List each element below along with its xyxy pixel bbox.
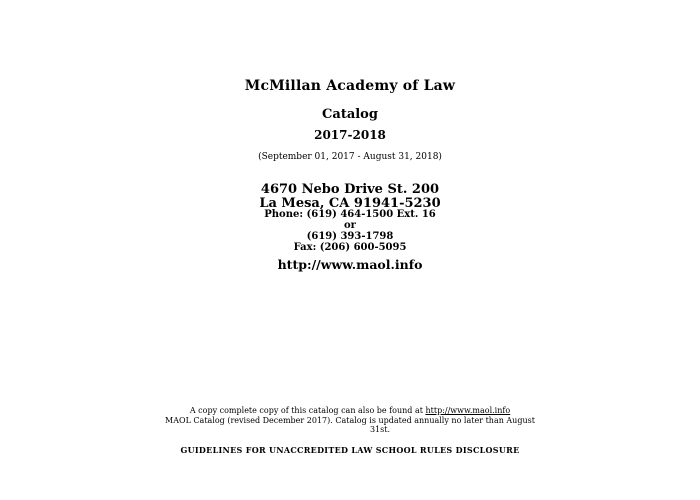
revision-note-line-2: 31st. [369, 425, 391, 434]
phone-primary: Phone: (619) 464-1500 Ext. 16 [264, 209, 436, 220]
website-url: http://www.maol.info [277, 257, 423, 272]
catalog-date-range: (September 01, 2017 - August 31, 2018) [258, 152, 442, 162]
guidelines-heading: GUIDELINES FOR UNACCREDITED LAW SCHOOL RULES DISCLOSURE [180, 445, 520, 455]
fax-number: Fax: (206) 600-5095 [293, 242, 407, 253]
copy-note-text: A copy complete copy of this catalog can also be found at [189, 406, 426, 415]
phone-or-separator: or [344, 220, 356, 231]
catalog-title: Catalog [322, 107, 378, 122]
catalog-link[interactable]: http://www.maol.info [425, 406, 511, 415]
institution-name: McMillan Academy of Law [244, 78, 456, 94]
address-city-state-zip: La Mesa, CA 91941-5230 [259, 196, 441, 211]
copy-availability-note [0, 406, 700, 415]
address-street: 4670 Nebo Drive St. 200 [260, 182, 440, 197]
phone-secondary: (619) 393-1798 [306, 231, 394, 242]
revision-note-line-1: MAOL Catalog (revised December 2017). Catalog is updated annually no later than August [165, 416, 535, 425]
catalog-years: 2017-2018 [314, 128, 386, 142]
